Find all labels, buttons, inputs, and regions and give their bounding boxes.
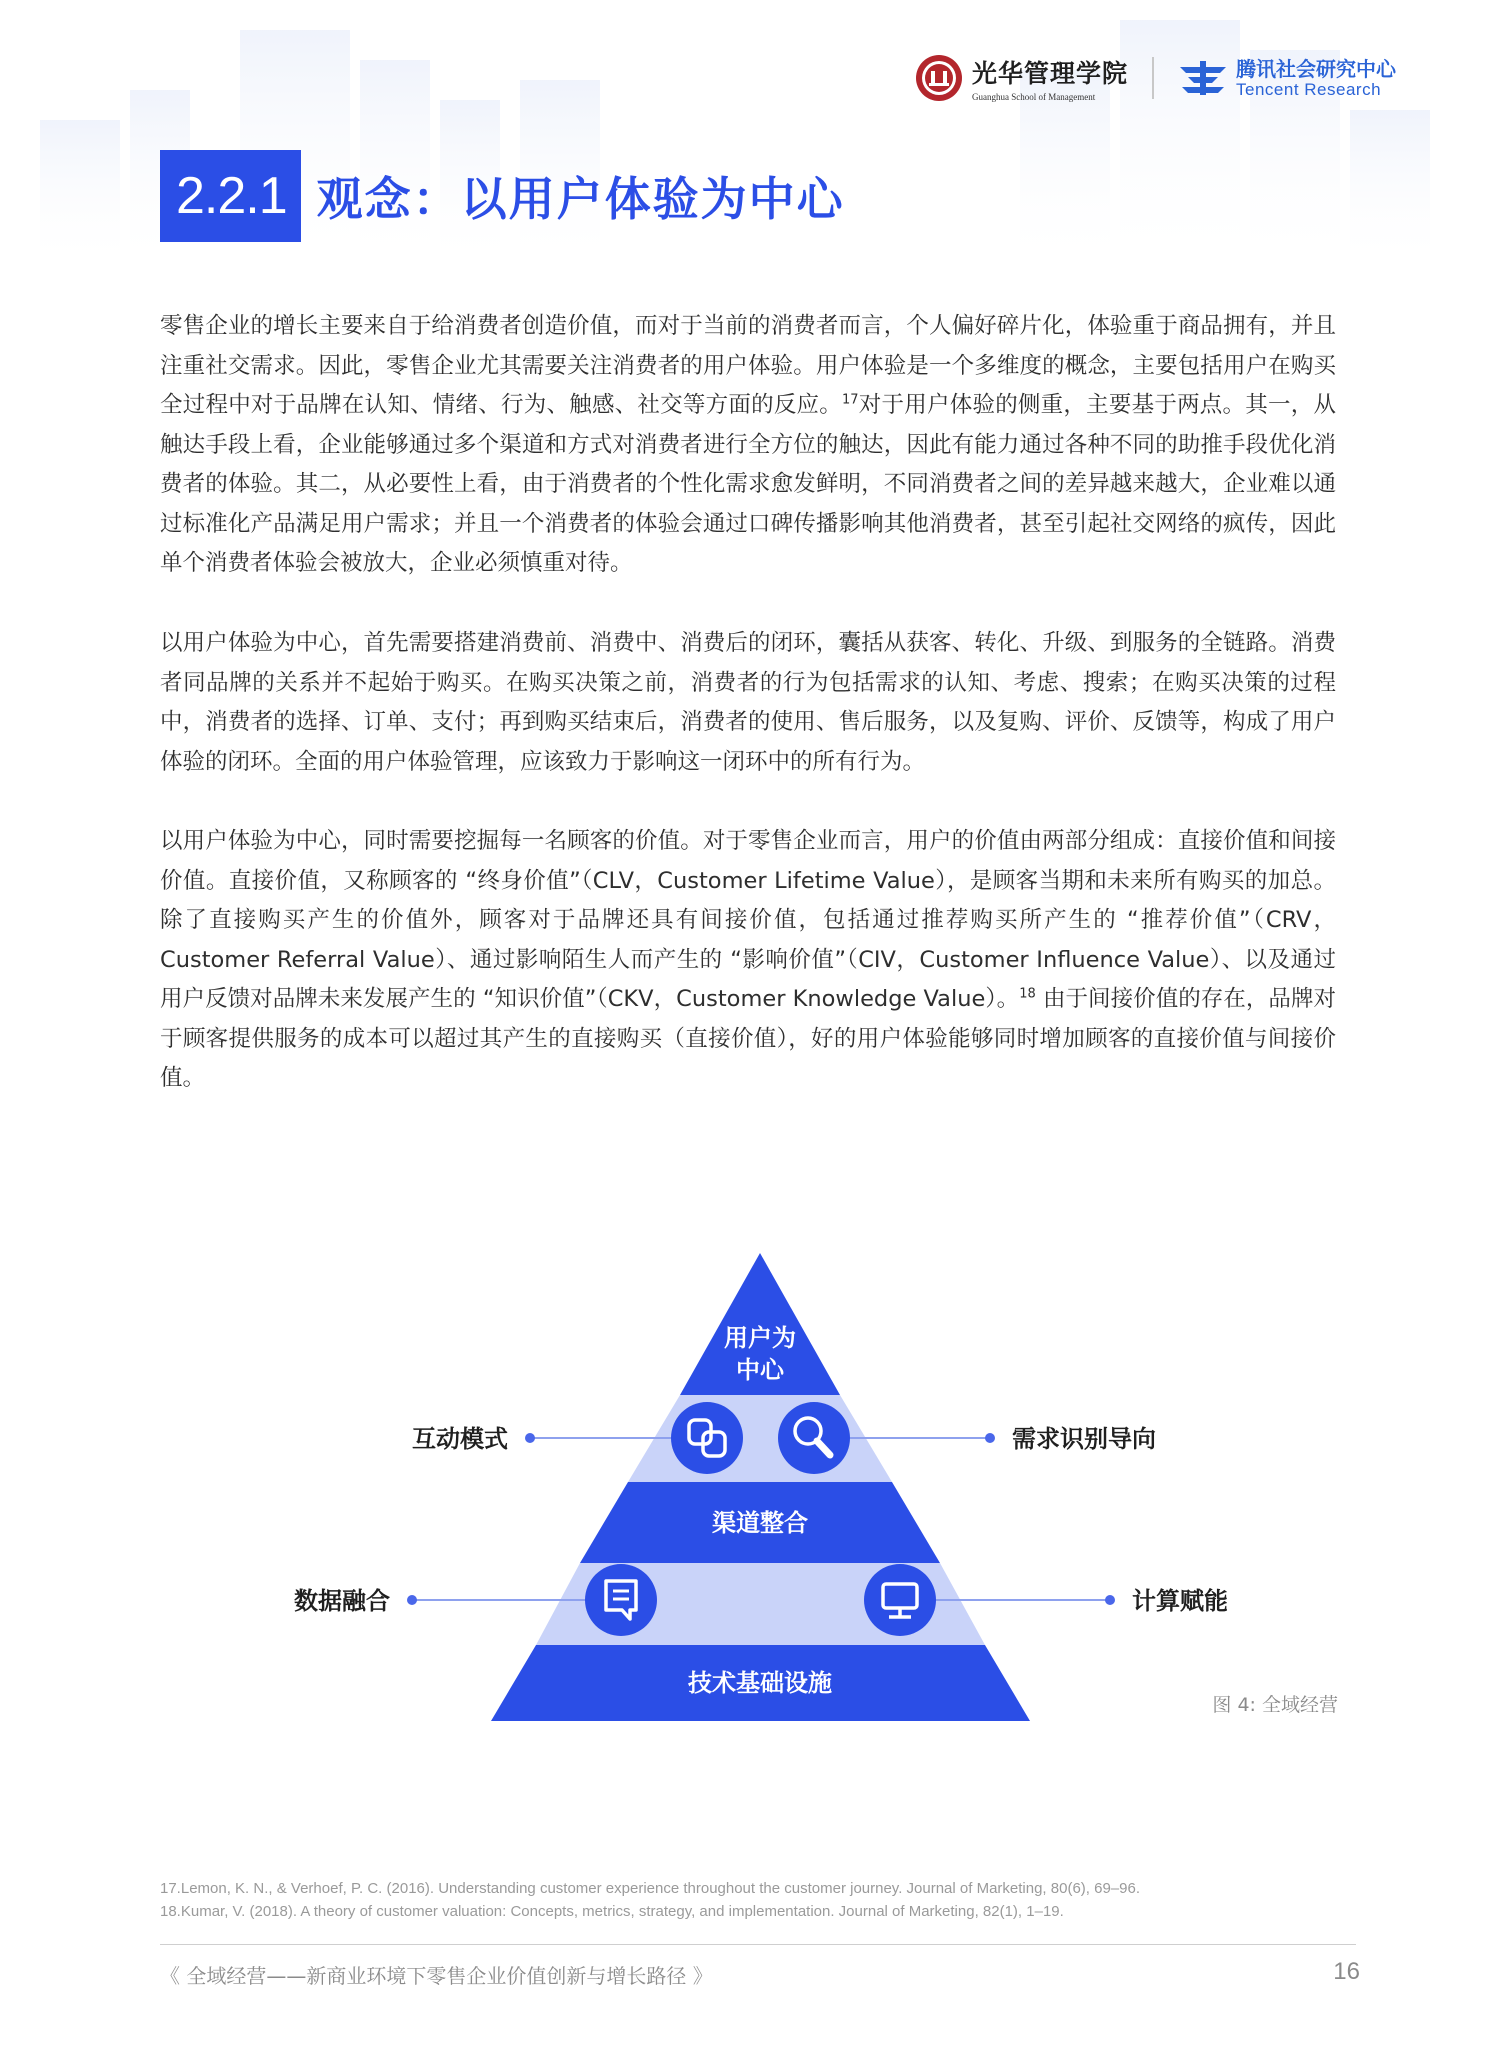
connector-dot-demand — [985, 1433, 995, 1443]
pyramid-top-label-line2: 中心 — [736, 1356, 784, 1384]
logo-divider — [1152, 57, 1154, 99]
guanghua-name-cn: 光华管理学院 — [971, 59, 1128, 88]
page-number: 16 — [1333, 1958, 1360, 1985]
label-interaction-mode: 互动模式 — [412, 1425, 508, 1453]
monitor-icon — [864, 1564, 936, 1636]
section-title: 观念：以用户体验为中心 — [316, 172, 845, 226]
label-data-fusion: 数据融合 — [294, 1587, 390, 1615]
pyramid-diagram — [0, 1230, 1496, 1730]
connector-dot-interaction — [525, 1433, 535, 1443]
guanghua-seal-icon — [914, 53, 964, 103]
footnote-17: 17.Lemon, K. N., & Verhoef, P. C. (2016). Understanding customer experience throughout the customer journey. Journal of Marketing, 80(6), 69–96. — [160, 1880, 1140, 1897]
footnote-18: 18.Kumar, V. (2018). A theory of customer valuation: Concepts, metrics, strategy, and implementation. Journal of Marketing, 82(1), 1–19. — [160, 1903, 1064, 1920]
connector-dot-data — [407, 1595, 417, 1605]
paragraph-3-part-a: 以用户体验为中心，同时需要挖掘每一名顾客的价值。对于零售企业而言，用户的价值由两部分组成：直接价值和间接价值。直接价值，又称顾客的 “终身价值”（CLV，Customer Lifetime Value），是顾客当期和未来所有购买的加总。除了直接购买产生的价值外，顾客对于品牌还具有间接价值，包括通过推荐购买所产生的 “推荐价值”（CRV，Customer Referral Value）、通过影响陌生人而产生的 “影响价值”（CIV，Customer Influence Value）、以及通过用户反馈对品牌未来发展产生的 “知识价值”（CKV，Customer Knowledge Value）。 — [160, 828, 1336, 1012]
pyramid-top-label-line1: 用户为 — [724, 1324, 796, 1352]
label-demand-recognition: 需求识别导向 — [1012, 1425, 1156, 1453]
footnote-ref-18: 18 — [1019, 986, 1036, 1002]
section-heading — [160, 150, 845, 242]
paragraph-1-part-a: 零售企业的增长主要来自于给消费者创造价值，而对于当前的消费者而言，个人偏好碎片化，体验重于商品拥有，并且注重社交需求。因此，零售企业尤其需要关注消费者的用户体验。用户体验是一个多维度的概念，主要包括用户在购买全过程中对于品牌在认知、情绪、行为、触感、社交等方面的反应。 — [160, 313, 1336, 418]
footer-title: 《 全域经营——新商业环境下零售企业价值创新与增长路径 》 — [160, 1964, 713, 1988]
footnote-ref-17: 17 — [842, 392, 859, 408]
tencent-research-name-cn: 腾讯社会研究中心 — [1236, 56, 1396, 81]
pyramid-middle-label: 渠道整合 — [712, 1509, 808, 1537]
guanghua-name-en: Guanghua School of Management — [971, 92, 1096, 102]
paragraph-2-text: 以用户体验为中心，首先需要搭建消费前、消费中、消费后的闭环，囊括从获客、转化、升级、到服务的全链路。消费者同品牌的关系并不起始于购买。在购买决策之前，消费者的行为包括需求的认知、考虑、搜索；在购买决策的过程中，消费者的选择、订单、支付；再到购买结束后，消费者的使用、售后服务，以及复购、评价、反馈等，构成了用户体验的闭环。全面的用户体验管理，应该致力于影响这一闭环中的所有行为。 — [160, 630, 1336, 775]
link-icon — [671, 1402, 743, 1474]
footer-divider — [160, 1944, 1356, 1945]
document-icon — [585, 1564, 657, 1636]
paragraph-1-part-b: 对于用户体验的侧重，主要基于两点。其一，从触达手段上看，企业能够通过多个渠道和方式对消费者进行全方位的触达，因此有能力通过各种不同的助推手段优化消费者的体验。其二，从必要性上看，由于消费者的个性化需求愈发鲜明，不同消费者之间的差异越来越大，企业难以通过标准化产品满足用户需求；并且一个消费者的体验会通过口碑传播影响其他消费者，甚至引起社交网络的疯传，因此单个消费者体验会被放大，企业必须慎重对待。 — [160, 392, 1336, 576]
pyramid-bottom-label: 技术基础设施 — [688, 1669, 832, 1697]
tencent-research-logo — [1178, 58, 1396, 99]
tencent-research-mark-icon — [1178, 59, 1228, 97]
header-logos — [914, 48, 1396, 108]
paragraph-2 — [160, 624, 1336, 782]
paragraph-3-part-b: 由于间接价值的存在，品牌对于顾客提供服务的成本可以超过其产生的直接购买（直接价值），好的用户体验能够同时增加顾客的直接价值与间接价值。 — [160, 986, 1337, 1091]
label-compute-empower: 计算赋能 — [1132, 1587, 1228, 1615]
search-icon — [778, 1402, 850, 1474]
connector-dot-compute — [1105, 1595, 1115, 1605]
paragraph-1 — [160, 307, 1336, 584]
paragraph-3 — [160, 822, 1336, 1099]
tencent-research-name-en: Tencent Research — [1236, 79, 1382, 99]
section-number: 2.2.1 — [160, 150, 301, 242]
guanghua-logo — [914, 53, 1128, 103]
figure-caption: 图 4: 全域经营 — [1212, 1694, 1338, 1716]
footnotes — [160, 1877, 1340, 1923]
